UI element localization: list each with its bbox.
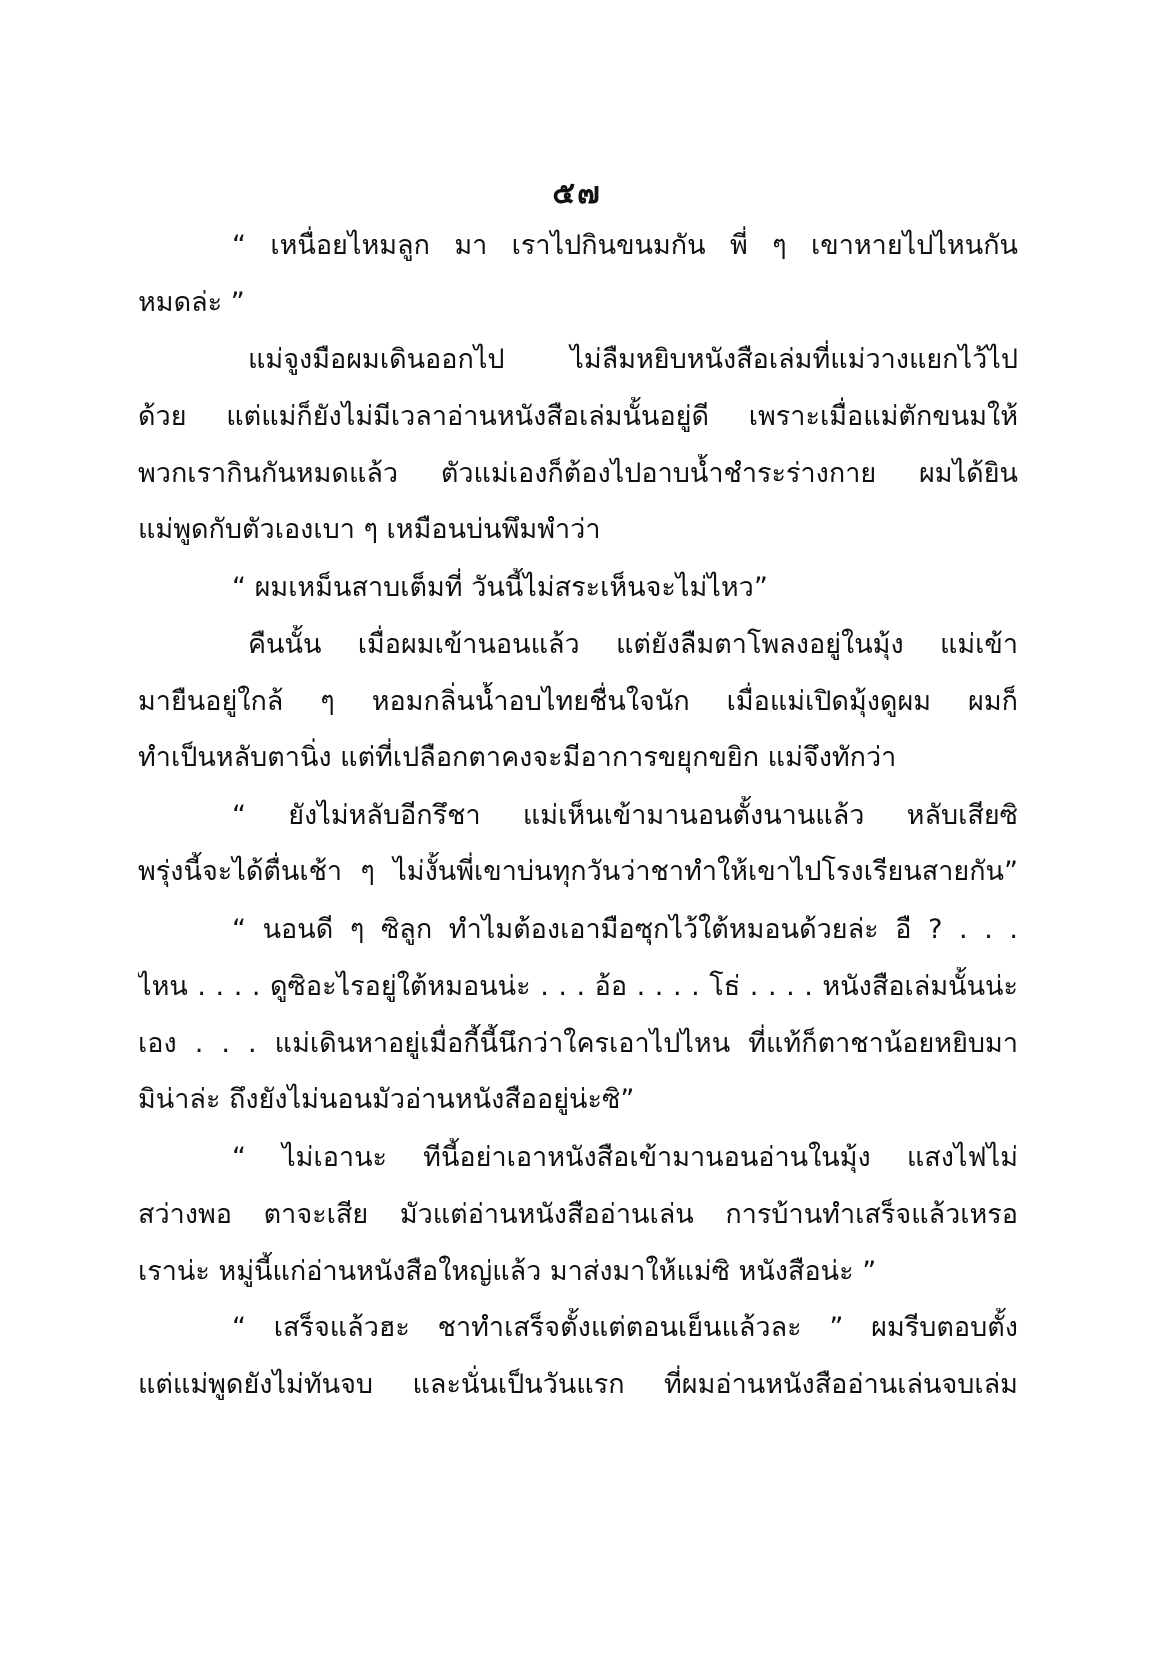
text-line: เราน่ะ หมู่นี้แก่อ่านหนังสือใหญ่แล้ว มาส่งมาให้แม่ซิ หนังสือน่ะ ” bbox=[138, 1256, 877, 1287]
text-line: สว่างพอ ตาจะเสีย มัวแต่อ่านหนังสืออ่านเล่น การบ้านทำเสร็จแล้วเหรอ bbox=[138, 1199, 1018, 1230]
text-line: “ นอนดี ๆ ซิลูก ทำไมต้องเอามือซุกไว้ใต้หมอนด้วยล่ะ อื ? . . . bbox=[232, 914, 1018, 945]
text-line: มายืนอยู่ใกล้ ๆ หอมกลิ่นน้ำอบไทยชื่นใจนัก เมื่อแม่เปิดมุ้งดูผม ผมก็ bbox=[138, 686, 1018, 717]
text-line: ด้วย แต่แม่ก็ยังไม่มีเวลาอ่านหนังสือเล่มนั้นอยู่ดี เพราะเมื่อแม่ตักขนมให้ bbox=[138, 401, 1018, 432]
text-line: พรุ่งนี้จะได้ตื่นเช้า ๆ ไม่งั้นพี่เขาบ่นทุกวันว่าชาทำให้เขาไปโรงเรียนสายกัน” bbox=[138, 856, 1018, 887]
text-line: เอง . . . แม่เดินหาอยู่เมื่อกี้นี้นึกว่าใครเอาไปไหน ที่แท้ก็ตาชาน้อยหยิบมา bbox=[138, 1028, 1018, 1059]
text-line: แม่พูดกับตัวเองเบา ๆ เหมือนบ่นพึมพำว่า bbox=[138, 514, 601, 545]
text-line: แต่แม่พูดยังไม่ทันจบ และนั่นเป็นวันแรก ที่ผมอ่านหนังสืออ่านเล่นจบเล่ม bbox=[138, 1369, 1018, 1400]
text-line: ไหน . . . . ดูซิอะไรอยู่ใต้หมอนน่ะ . . . อ้อ . . . . โธ่ . . . . หนังสือเล่มนั้นน่ะ bbox=[138, 971, 1018, 1002]
text-line: “ เสร็จแล้วฮะ ชาทำเสร็จตั้งแต่ตอนเย็นแล้วละ ” ผมรีบตอบตั้ง bbox=[232, 1312, 1018, 1343]
text-line: พวกเรากินกันหมดแล้ว ตัวแม่เองก็ต้องไปอาบน้ำชำระร่างกาย ผมได้ยิน bbox=[138, 458, 1018, 489]
text-line: ทำเป็นหลับตานิ่ง แต่ที่เปลือกตาคงจะมีอาการขยุกขยิก แม่จึงทักว่า bbox=[138, 742, 897, 773]
text-line: “ ยังไม่หลับอีกรึชา แม่เห็นเข้ามานอนตั้งนานแล้ว หลับเสียซิ bbox=[232, 800, 1018, 831]
page-number: ๕๗ bbox=[552, 176, 602, 211]
text-line: “ เหนื่อยไหมลูก มา เราไปกินขนมกัน พี่ ๆ เขาหายไปไหนกัน bbox=[232, 230, 1018, 261]
text-line: “ ไม่เอานะ ทีนี้อย่าเอาหนังสือเข้ามานอนอ่านในมุ้ง แสงไฟไม่ bbox=[232, 1142, 1018, 1173]
text-line: มิน่าล่ะ ถึงยังไม่นอนมัวอ่านหนังสืออยู่น่ะซิ” bbox=[138, 1084, 635, 1115]
text-line: คืนนั้น เมื่อผมเข้านอนแล้ว แต่ยังลืมตาโพลงอยู่ในมุ้ง แม่เข้า bbox=[248, 629, 1018, 660]
text-line: หมดล่ะ ” bbox=[138, 287, 245, 318]
text-line: “ ผมเหม็นสาบเต็มที่ วันนี้ไม่สระเห็นจะไม่ไหว” bbox=[232, 572, 768, 603]
text-line: แม่จูงมือผมเดินออกไป ไม่ลืมหยิบหนังสือเล่มที่แม่วางแยกไว้ไป bbox=[248, 344, 1018, 375]
